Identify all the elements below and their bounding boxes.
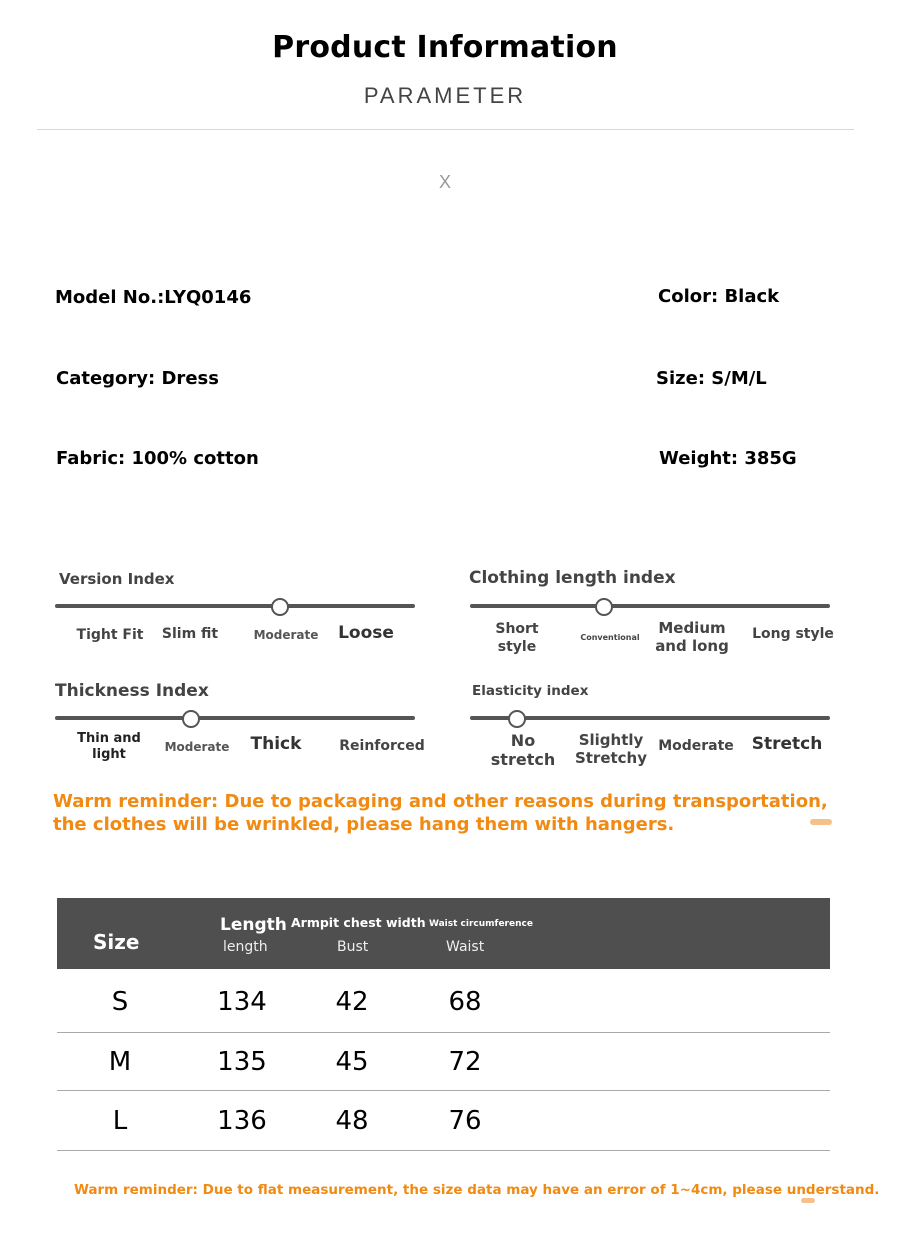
hanger-icon	[801, 1198, 815, 1203]
row-s-length: 134	[217, 987, 267, 1017]
thickness-option-reinforced: Reinforced	[339, 738, 425, 754]
spec-category: Category: Dress	[56, 368, 219, 389]
header-bust: Armpit chest width	[291, 915, 426, 930]
page-subtitle: PARAMETER	[363, 83, 527, 108]
warm-reminder-line2: the clothes will be wrinkled, please hang them with hangers.	[53, 814, 675, 835]
placeholder-mark: X	[438, 172, 451, 192]
length-index-track	[470, 604, 830, 608]
header-waist-sub: Waist	[446, 939, 485, 955]
row-divider	[57, 1150, 830, 1151]
version-index-knob	[271, 598, 289, 616]
spec-weight: Weight: 385G	[659, 448, 797, 469]
spec-color: Color: Black	[658, 286, 780, 307]
header-length-sub: length	[223, 939, 268, 955]
warm-reminder	[53, 790, 828, 836]
row-m-bust: 45	[335, 1047, 369, 1077]
length-index-knob	[595, 598, 613, 616]
row-l-length: 136	[217, 1106, 267, 1136]
header-waist: Waist circumference	[429, 919, 533, 929]
page-title: Product Information	[272, 30, 618, 65]
row-m-length: 135	[217, 1047, 267, 1077]
length-option-long-style: Long style	[752, 626, 834, 642]
row-s-size: S	[111, 987, 129, 1017]
thickness-index-knob	[182, 710, 200, 728]
elasticity-option-slightly-stretchy: Slightly Stretchy	[574, 731, 648, 767]
elasticity-index-title: Elasticity index	[472, 683, 589, 699]
version-index-track	[55, 604, 415, 608]
spec-size: Size: S/M/L	[656, 368, 767, 389]
version-option-tight-fit: Tight Fit	[76, 627, 144, 643]
version-index-title: Version Index	[59, 570, 175, 588]
row-divider	[57, 1090, 830, 1091]
row-l-size: L	[112, 1106, 128, 1136]
length-index-title: Clothing length index	[469, 568, 676, 588]
elasticity-option-no-stretch: No stretch	[490, 731, 556, 769]
spec-fabric: Fabric: 100% cotton	[56, 448, 259, 469]
row-m-waist: 72	[448, 1047, 482, 1077]
version-option-moderate: Moderate	[253, 628, 319, 642]
spec-model-no: Model No.:LYQ0146	[55, 287, 252, 308]
length-option-medium-long: Medium and long	[655, 619, 729, 655]
thickness-option-thin-light: Thin and light	[77, 731, 141, 762]
header-size: Size	[93, 930, 140, 954]
length-option-conventional: Conventional	[580, 633, 640, 642]
row-l-bust: 48	[335, 1106, 369, 1136]
warm-reminder-line1: Warm reminder: Due to packaging and other reasons during transportation,	[53, 791, 828, 812]
header-divider	[37, 129, 854, 130]
size-table-header	[57, 898, 830, 969]
thickness-index-track	[55, 716, 415, 720]
thickness-option-thick: Thick	[250, 734, 302, 754]
row-divider	[57, 1032, 830, 1033]
row-s-bust: 42	[335, 987, 369, 1017]
row-l-waist: 76	[448, 1106, 482, 1136]
header-bust-sub: Bust	[337, 939, 369, 955]
length-option-short-style: Short style	[495, 621, 539, 655]
elasticity-index-knob	[508, 710, 526, 728]
version-option-loose: Loose	[338, 623, 394, 643]
elasticity-option-stretch: Stretch	[751, 734, 823, 754]
elasticity-option-moderate: Moderate	[658, 738, 734, 754]
thickness-option-moderate: Moderate	[164, 740, 230, 754]
measurement-reminder: Warm reminder: Due to flat measurement, the size data may have an error of 1~4cm, please understand.	[74, 1182, 880, 1198]
version-option-slim-fit: Slim fit	[161, 626, 219, 642]
header-length: Length	[220, 915, 287, 935]
row-s-waist: 68	[448, 987, 482, 1017]
thickness-index-title: Thickness Index	[55, 681, 209, 701]
row-m-size: M	[108, 1047, 132, 1077]
hanger-icon	[810, 819, 832, 825]
